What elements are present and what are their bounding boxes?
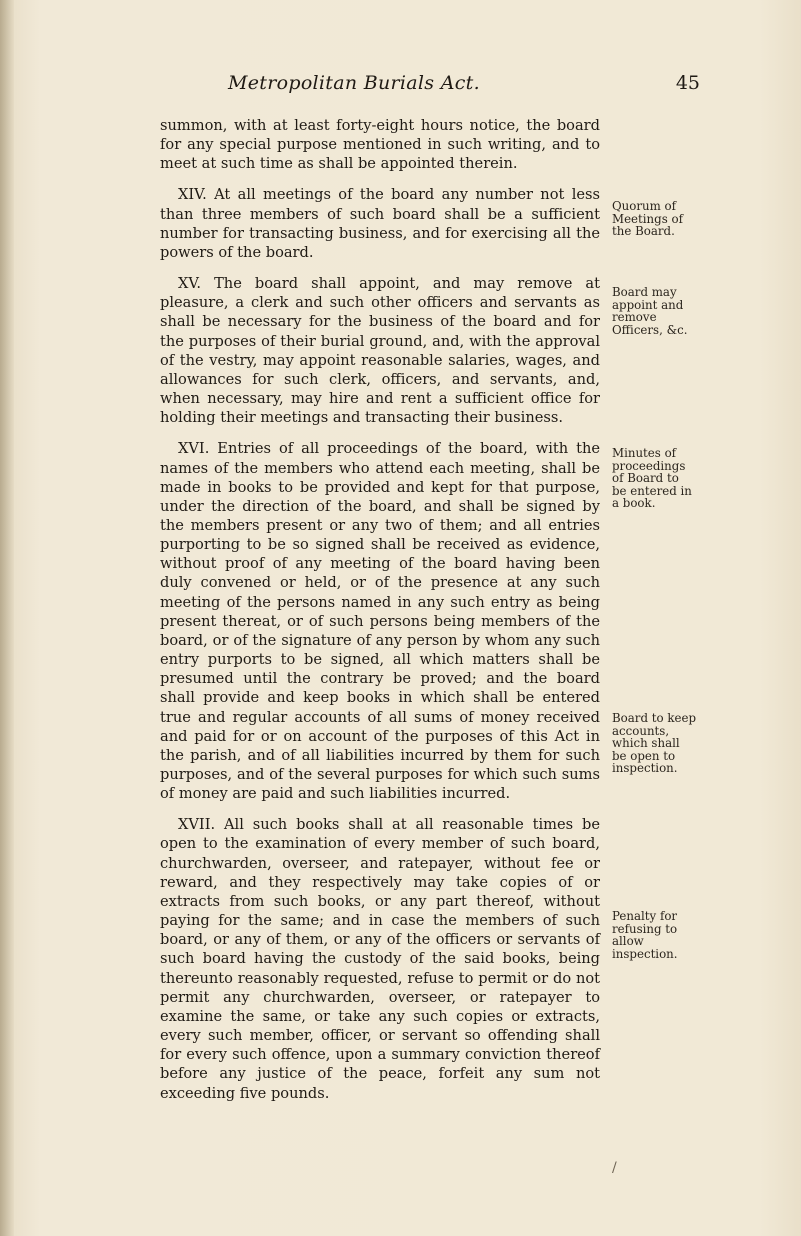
section-xvi: XVI. Entries of all proceedings of the board, with the names of the members who attend each meeting, shall be made in books to be provided and kept for that purpose, under the direction of the board, and shall be signed by the members present or any two of them; and all entries purporting to be so signed shall be received as evidence, without proof of any meeting of the board having been duly convened or held, or of the presence at any such meeting of the persons named in any such entry as being present thereat, or of such persons being members of the board, or of the signature of any person by whom any such entry purports to be signed, all which matters shall be presumed until the contrary be proved; and the board shall provide and keep books in which shall be entered true and regular accounts of all sums of money received and paid for or on account of the purposes of this Act in the parish, and of all liabilities incurred by them for such purposes, and of the several purposes for which such sums of money are paid and such liabilities incurred. [160, 440, 600, 803]
margin-note-accounts: Board to keep accounts, which shall be open to inspection. [612, 711, 697, 776]
paragraph-continuation: summon, with at least forty-eight hours notice, the board for any special purpose mentioned in such writing, and to meet at such time as shall be appointed therein. [160, 117, 600, 173]
stray-pen-mark: / [612, 1160, 617, 1176]
main-text [160, 116, 600, 1115]
margin-note-penalty: Penalty for refusing to allow inspection. [612, 909, 678, 961]
page-spine-shadow [0, 0, 14, 1236]
margin-note-officers: Board may appoint and remove Officers, &c. [612, 285, 688, 337]
margin-note-quorum: Quorum of Meetings of the Board. [612, 199, 683, 239]
margin-note-minutes: Minutes of proceedings of Board to be entered in a book. [612, 446, 692, 511]
section-xiv: XIV. At all meetings of the board any number not less than three members of such board shall be a sufficient number for transacting business, and for exercising all the powers of the board. [160, 186, 600, 261]
section-xv: XV. The board shall appoint, and may remove at pleasure, a clerk and such other officers and servants as shall be necessary for the business of the board and for the purposes of their burial ground, and, with the approval of the vestry, may appoint reasonable salaries, wages, and allowances for such clerk, officers, and servants, and, when necessary, may hire and rent a sufficient office for holding their meetings and transacting their business. [160, 275, 600, 427]
page-number: 45 [675, 72, 700, 94]
section-xvii: XVII. All such books shall at all reasonable times be open to the examination of every member of such board, churchwarden, overseer, and ratepayer, without fee or reward, and they respectively may take copies of or extracts from such books, or any part thereof, without paying for the same; and in case the members of such board, or any of them, or any of the officers or servants of such board having the custody of the said books, being thereunto reasonably requested, refuse to permit or do not permit any churchwarden, overseer, or ratepayer to examine the same, or take any such copies or extracts, every such member, officer, or servant so offending shall for every such offence, upon a summary conviction thereof before any justice of the peace, forfeit any sum not exceeding five pounds. [160, 816, 600, 1102]
running-title: Metropolitan Burials Act. [228, 72, 480, 94]
page-header [160, 72, 700, 102]
